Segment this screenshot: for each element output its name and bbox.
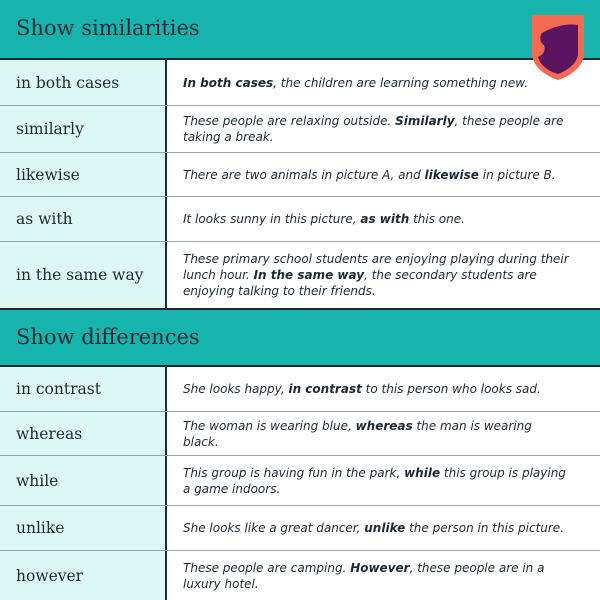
table-row [0,367,600,412]
phrase-term: however [0,551,167,600]
example-sentence [167,106,600,152]
example-text-after: in picture B. [478,167,556,182]
example-sentence [167,197,600,241]
phrase-term: unlike [0,506,167,550]
example-text-before: It looks sunny in this picture, [183,212,361,226]
table-row [0,551,600,600]
example-keyword: Similarly [395,114,455,128]
similarities-table [0,60,600,308]
example-text-after: , these people are in a luxury hotel. [183,560,545,591]
table-row [0,197,600,242]
example-sentence [167,412,600,455]
table-row [0,60,600,106]
example-text-before: These people are camping. [183,560,351,575]
example-keyword: as with [360,212,410,226]
phrase-term: in the same way [0,242,167,308]
example-text-after: , the secondary students are enjoying talking to their friends. [183,268,537,298]
example-keyword: in contrast [288,382,362,396]
example-keyword: while [404,465,441,480]
example-text-before: She looks like a great dancer, [183,521,365,535]
example-sentence [167,551,600,600]
example-sentence [167,367,600,411]
example-text-after: this one. [409,212,465,226]
example-keyword: In the same way [253,268,365,282]
example-keyword: whereas [355,418,413,433]
example-keyword: However [350,560,410,575]
phrase-term: while [0,456,167,505]
section-title: Show similarities [16,16,200,40]
phrase-term: in both cases [0,60,167,105]
example-sentence [167,506,600,550]
example-text-after: the man is wearing black. [183,418,532,449]
example-text-after: to this person who looks sad. [361,382,541,396]
example-text-before: This group is having fun in the park, [183,465,405,480]
table-row [0,412,600,456]
example-text-after: the person in this picture. [405,521,565,535]
example-sentence [167,60,600,105]
section-header-similarities [0,0,600,60]
table-row [0,106,600,153]
example-sentence [167,242,600,308]
example-text-before: She looks happy, [183,382,289,396]
table-row [0,153,600,197]
example-text-before: These primary school students are enjoying playing during their lunch hour. [183,252,569,282]
table-row [0,506,600,551]
example-text-after: , the children are learning something new. [273,75,529,90]
example-keyword: unlike [364,521,406,535]
phrase-term: as with [0,197,167,241]
example-keyword: In both cases [183,75,274,90]
example-text-after: , these people are taking a break. [183,114,564,144]
example-text-before: There are two animals in picture A, and [183,167,425,182]
phrase-term: in contrast [0,367,167,411]
example-sentence [167,456,600,505]
section-title: Show differences [16,325,200,349]
table-row [0,456,600,506]
example-text-before: The woman is wearing blue, [183,418,356,433]
differences-table [0,367,600,600]
phrase-term: similarly [0,106,167,152]
example-text-before: These people are relaxing outside. [183,114,396,128]
phrase-term: likewise [0,153,167,196]
phrase-term: whereas [0,412,167,455]
example-keyword: likewise [424,167,479,182]
section-header-differences [0,308,600,367]
table-row [0,242,600,308]
example-text-after: this group is playing a game indoors. [183,465,566,496]
example-sentence [167,153,600,196]
